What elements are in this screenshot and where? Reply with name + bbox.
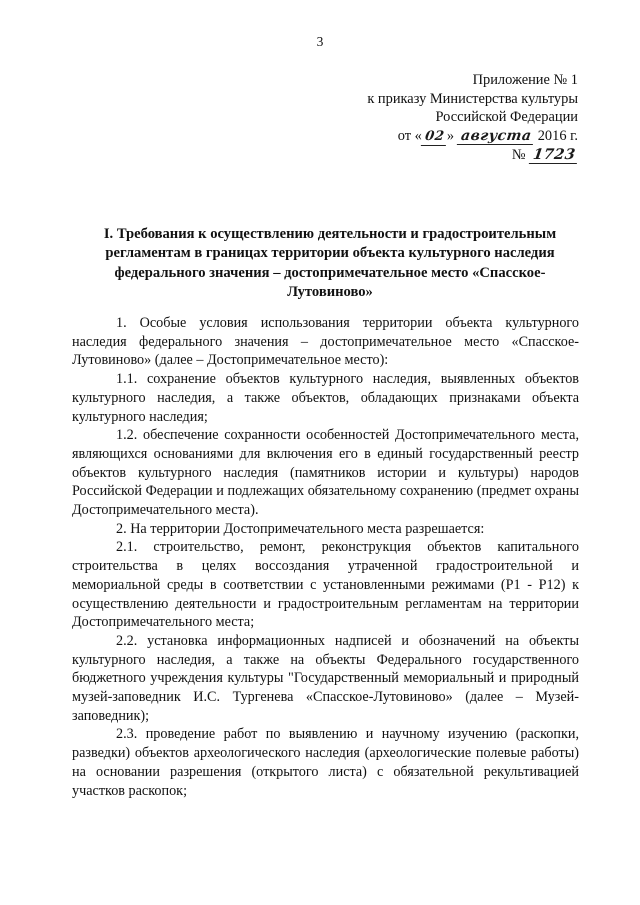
appendix-number: [367, 146, 578, 165]
appendix-order-ref: к приказу Министерства культуры: [367, 90, 578, 107]
page-number: 3: [316, 34, 324, 49]
number-prefix: №: [511, 146, 526, 163]
handwritten-month: августа: [456, 128, 535, 145]
paragraph-1-2: 1.2. обеспечение сохранности особенностей Достопримечательного места, являющихся основаниями для включения его в единый государственный реестр объектов культурного наследия (памятников истории и культуры) народов Российской Федерации и подлежащих обязательному сохранению (предмет охраны Достопримечательного места).: [72, 427, 579, 519]
handwritten-day: 02: [421, 129, 448, 146]
appendix-federation: Российской Федерации: [435, 109, 578, 125]
date-prefix: от «: [397, 127, 422, 144]
paragraph-1-1: 1.1. сохранение объектов культурного наследия, выявленных объектов культурного наследия, а также объектов, обладающих признаками объекта культурного наследия;: [72, 371, 579, 425]
date-year: 2016 г.: [537, 127, 578, 144]
appendix-title: Приложение № 1: [472, 72, 578, 88]
paragraph-1: 1. Особые условия использования территории объекта культурного наследия федерального значения – достопримечательное место «Спасское-Лутовиново» (далее – Достопримечательное место):: [72, 315, 579, 369]
paragraph-2: 2. На территории Достопримечательного места разрешается:: [116, 520, 485, 537]
paragraph-2-3: 2.3. проведение работ по выявлению и научному изучению (раскопки, разведки) объектов археологического наследия (археологические полевые работы) на основании разрешения (открытого листа) с обязательной рекультивацией участков раскопок;: [72, 726, 579, 799]
paragraph-2-2: 2.2. установка информационных надписей и обозначений на объекты культурного наследия, а также на объекты Федерального государственного бюджетного учреждения культуры "Государственный мемориальный и природный музей-заповедник И.С. Тургенева «Спасское-Лутовиново» (далее – Музей-заповедник);: [72, 632, 579, 724]
paragraph-2-1: 2.1. строительство, ремонт, реконструкция объектов капитального строительства в целях воссоздания утраченной градостроительной и мемориальной среды в соответствии с установленными режимами (Р1 - Р12) к осуществлению деятельности и градостроительным регламентам на территории Достопримечательного места;: [72, 539, 579, 631]
handwritten-number: 1723: [528, 147, 579, 164]
section-title: I. Требования к осуществлению деятельности и градостроительным регламентам в границах территории объекта культурного наследия федерального значения – достопримечательное место «Спасское-Лутовиново»: [103, 226, 557, 300]
appendix-header: [367, 71, 578, 164]
appendix-date: [367, 127, 578, 146]
document-body: [72, 314, 579, 800]
date-mid: »: [446, 127, 455, 144]
